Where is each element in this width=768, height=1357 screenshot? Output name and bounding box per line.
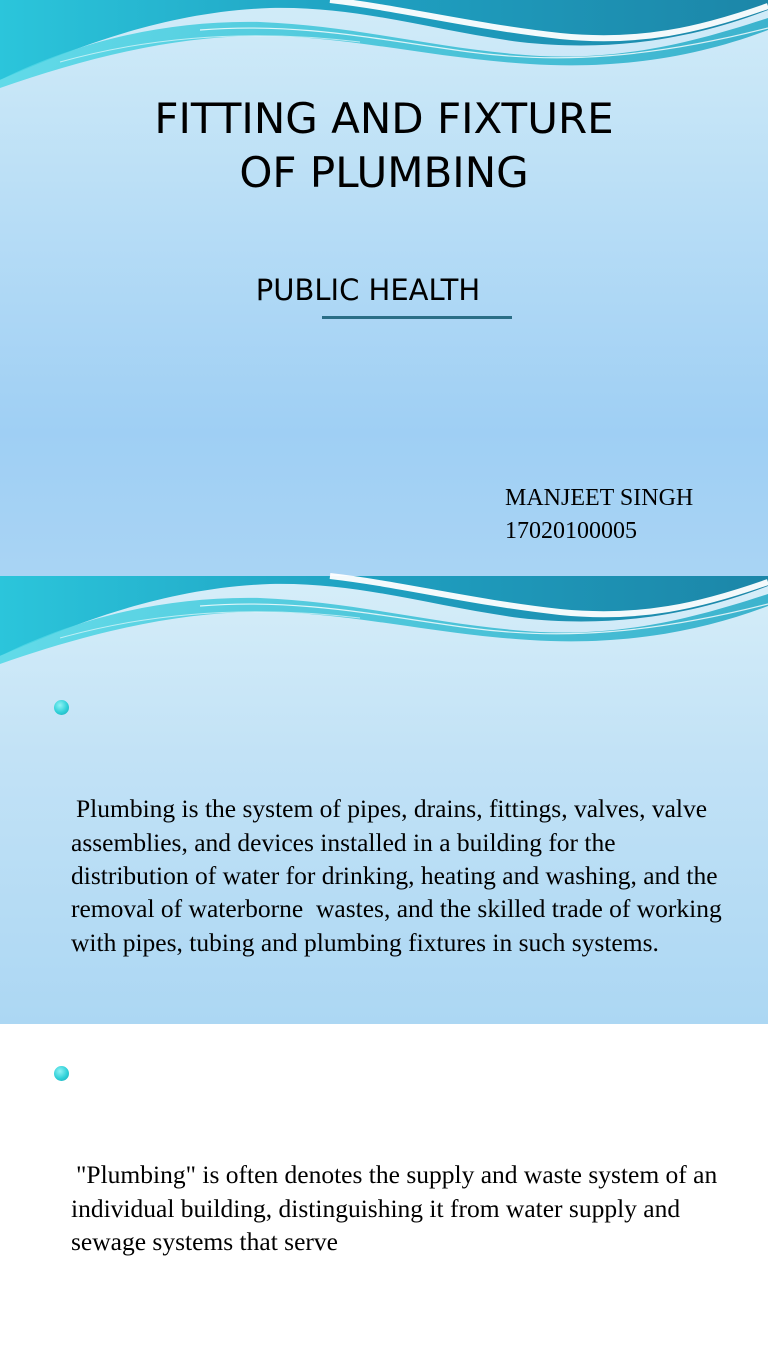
author-name: MANJEET SINGH: [505, 485, 694, 511]
bullet-dot-icon: [54, 1066, 69, 1081]
bullet-list: [0, 692, 768, 1357]
bullet-text: "Plumbing" is often denotes the supply and waste system of an individual building, distinguishing it from water supply and sewage systems that serve: [71, 1160, 724, 1257]
bullet-text: Plumbing is the system of pipes, drains, fittings, valves, valve assemblies, and devices installed in a building for the distribution of water for drinking, heating and washing, and the removal of waterborne wastes, and the skilled trade of working with pipes, tubing and plumbing fixtures in such systems.: [71, 794, 729, 957]
author-id: 17020100005: [505, 518, 637, 544]
subtitle-underline: [322, 316, 512, 319]
subtitle: PUBLIC HEALTH: [255, 273, 481, 307]
title-line-1: FITTING AND FIXTURE: [154, 94, 614, 143]
slide-title: [0, 0, 768, 576]
header-wave-graphic: [0, 0, 768, 90]
list-item: [0, 1058, 768, 1325]
title-line-2: OF PLUMBING: [239, 148, 529, 197]
header-wave-graphic: [0, 576, 768, 666]
author-block: [505, 482, 693, 548]
list-item: [0, 692, 768, 1026]
slide-content: [0, 576, 768, 1257]
page-title: [0, 92, 768, 200]
bullet-dot-icon: [54, 700, 69, 715]
